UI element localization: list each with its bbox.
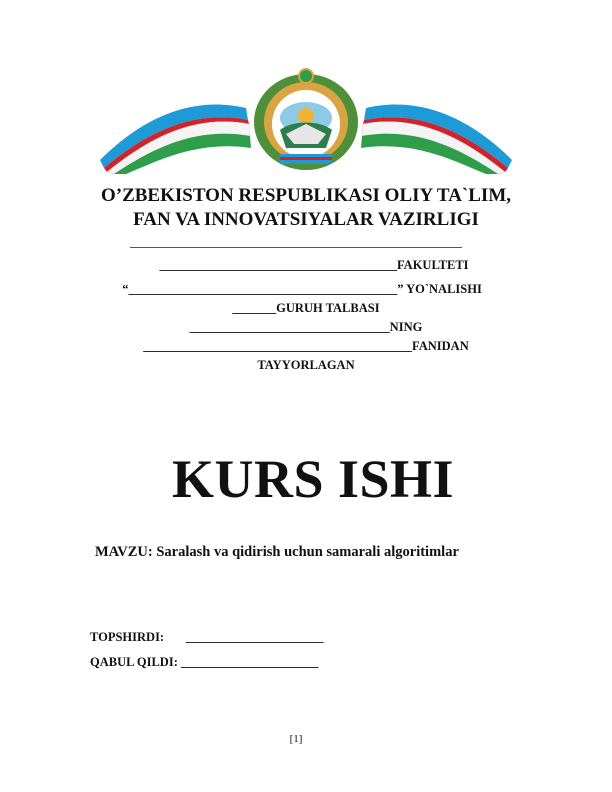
group-field: _______GURUH TALBASI xyxy=(232,301,380,315)
right-flag-ribbon xyxy=(361,104,512,174)
page-number: [1] xyxy=(289,733,303,745)
accepted-by-field: QABUL QILDI: ______________________ xyxy=(90,655,319,669)
state-emblem-icon xyxy=(96,64,516,174)
student-field: ________________________________NING xyxy=(189,320,423,334)
direction-field: “___________________________________________” YO`NALISHI xyxy=(122,282,482,296)
document-title: KURS ISHI xyxy=(171,449,455,509)
ministry-title-line-2: FAN VA INNOVATSIYALAR VAZIRLIGI xyxy=(133,209,479,230)
blank-rule xyxy=(130,247,462,248)
left-flag-ribbon xyxy=(100,104,251,174)
topic-line: MAVZU: Saralash va qidirish uchun samarali algoritimlar xyxy=(95,544,459,560)
wreath xyxy=(254,69,358,170)
subject-field: ___________________________________________FANIDAN xyxy=(143,339,469,353)
faculty-field: ______________________________________FAKULTETI xyxy=(159,258,469,272)
prepared-label: TAYYORLAGAN xyxy=(257,358,355,372)
ministry-title-line-1: O’ZBEKISTON RESPUBLIKASI OLIY TA`LIM, xyxy=(100,185,511,206)
submitted-by-field: TOPSHIRDI: ______________________ xyxy=(90,630,324,644)
